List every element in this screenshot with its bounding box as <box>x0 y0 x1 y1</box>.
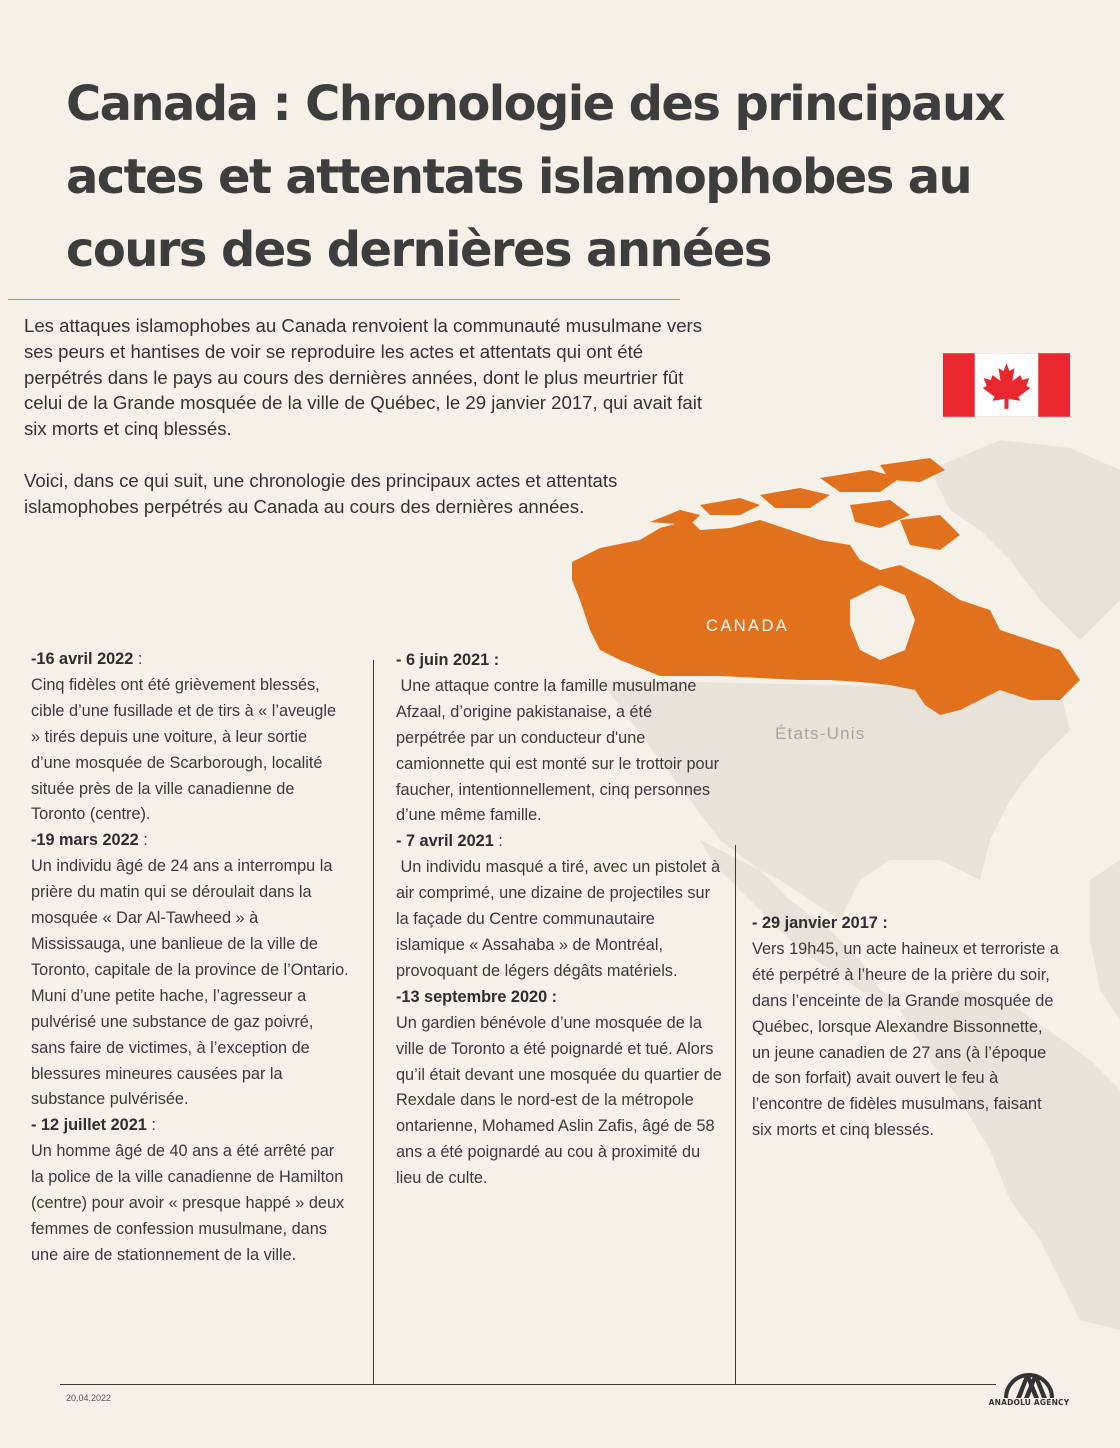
footer-divider <box>60 1384 996 1385</box>
timeline-date: - 6 juin 2021 : <box>396 651 500 669</box>
timeline-column-2 <box>396 648 726 1192</box>
map-label-canada: CANADA <box>706 617 790 635</box>
timeline-entry <box>752 911 1062 1144</box>
publication-date: 20.04.2022 <box>66 1393 112 1403</box>
timeline-entry-heading <box>752 911 1062 937</box>
timeline-text: Un individu âgé de 24 ans a interrompu la prière du matin qui se déroulait dans la mosquée « Dar Al-Tawheed » à Mississauga, une banlieue de la ville de Toronto, capitale de la province de l’Ontario. Muni d’une petite hache, l’agresseur a pulvérisé une substance de gaz poivré, sans faire de victimes, à l’exception de blessures mineures causées par la substance pulvérisée. <box>31 857 354 1109</box>
timeline-text: Une attaque contre la famille musulmane Afzaal, d’origine pakistanaise, a été perpétrée par un conducteur d'une camionnette qui est monté sur le trottoir pour faucher, intentionnellement, cinq personnes d’une même famille. <box>396 676 724 825</box>
column-divider <box>735 845 736 1384</box>
timeline-text: Un homme âgé de 40 ans a été arrêté par la police de la ville canadienne de Hamilton (centre) pour avoir « presque happé » deux femmes de confession musulmane, dans une aire de stationnement de la ville. <box>31 1142 349 1264</box>
timeline-entry-heading <box>31 828 349 854</box>
timeline-column-1 <box>31 647 354 1269</box>
timeline-column-3 <box>752 911 1062 1144</box>
timeline-text: Cinq fidèles ont été grièvement blessés, cible d’une fusillade et de tirs à « l’aveugle » tirés depuis une voiture, à leur sortie d’une mosquée de Scarborough, localité située près de la ville canadienne de Toronto (centre). <box>31 675 341 824</box>
timeline-date-separator: : <box>133 650 143 668</box>
page-title: Canada : Chronologie des principaux actes et attentats islamophobes au cours des dernières années <box>66 76 1004 278</box>
timeline-text: Un individu masqué a tiré, avec un pistolet à air comprimé, une dizaine de projectiles sur la façade du Centre communautaire islamique « Assahaba » de Montréal, provoquant de légers dégâts matériels. <box>396 858 725 980</box>
timeline-date: - 29 janvier 2017 : <box>752 914 888 932</box>
timeline-entry <box>31 1113 349 1268</box>
timeline-date: -19 mars 2022 <box>31 831 139 850</box>
intro-paragraph-2: Voici, dans ce qui suit, une chronologie des principaux actes et attentats islamophobes perpétrés au Canada au cours des dernières années. <box>24 469 618 517</box>
timeline-entry <box>396 829 726 984</box>
timeline-date: -16 avril 2022 <box>31 650 134 668</box>
timeline-entry-heading <box>396 648 726 674</box>
intro-paragraph-1: Les attaques islamophobes au Canada renvoient la communauté musulmane vers ses peurs et hantises de voir se reproduire les actes et attentats qui ont été perpétrés dans le pays au cours des dernières années, dont le plus meurtrier fût celui de la Grande mosquée de la ville de Québec, le 29 janvier 2017, qui avait fait six morts et cinq blessés. <box>24 315 703 440</box>
timeline-entry <box>396 648 726 829</box>
logo-label: ANADOLU AGENCY <box>988 1398 1070 1407</box>
timeline-entry-heading <box>396 985 726 1011</box>
timeline-entry <box>31 647 349 828</box>
timeline-entry <box>396 985 726 1192</box>
timeline-entry <box>31 828 354 1113</box>
timeline-date-separator: : <box>493 832 503 851</box>
timeline-date: -13 septembre 2020 : <box>396 987 558 1006</box>
title-divider <box>8 299 680 300</box>
timeline-date: - 12 juillet 2021 <box>31 1116 147 1135</box>
timeline-entry-heading <box>31 647 349 673</box>
timeline-text: Un gardien bénévole d’une mosquée de la ville de Toronto a été poignardé et tué. Alors qu’il était devant une mosquée du quartier de Rexdale dans le nord-est de la métropole ontarienne, Mohamed Aslin Zafis, âgé de 58 ans a été poignardé au cou à proximité du lieu de culte. <box>396 1013 727 1188</box>
timeline-date-separator: : <box>146 1116 156 1135</box>
timeline-text: Vers 19h45, un acte haineux et terroriste a été perpétré à l’heure de la prière du soir, dans l’enceinte de la Grande mosquée de Québec, lorsque Alexandre Bissonnette, un jeune canadien de 27 ans (à l’époque de son forfait) avait ouvert le feu à l’encontre de fidèles musulmans, faisant six morts et cinq blessés. <box>752 939 1064 1140</box>
timeline-date-separator: : <box>138 831 148 850</box>
hudson-bay <box>850 585 915 660</box>
map-label-us: États-Unis <box>775 724 866 743</box>
timeline-entry-heading <box>31 1113 349 1139</box>
intro-text <box>24 313 704 520</box>
timeline-date: - 7 avril 2021 <box>396 832 494 851</box>
column-divider <box>373 660 374 1384</box>
canada-flag-icon <box>943 353 1070 417</box>
timeline-entry-heading <box>396 829 726 855</box>
